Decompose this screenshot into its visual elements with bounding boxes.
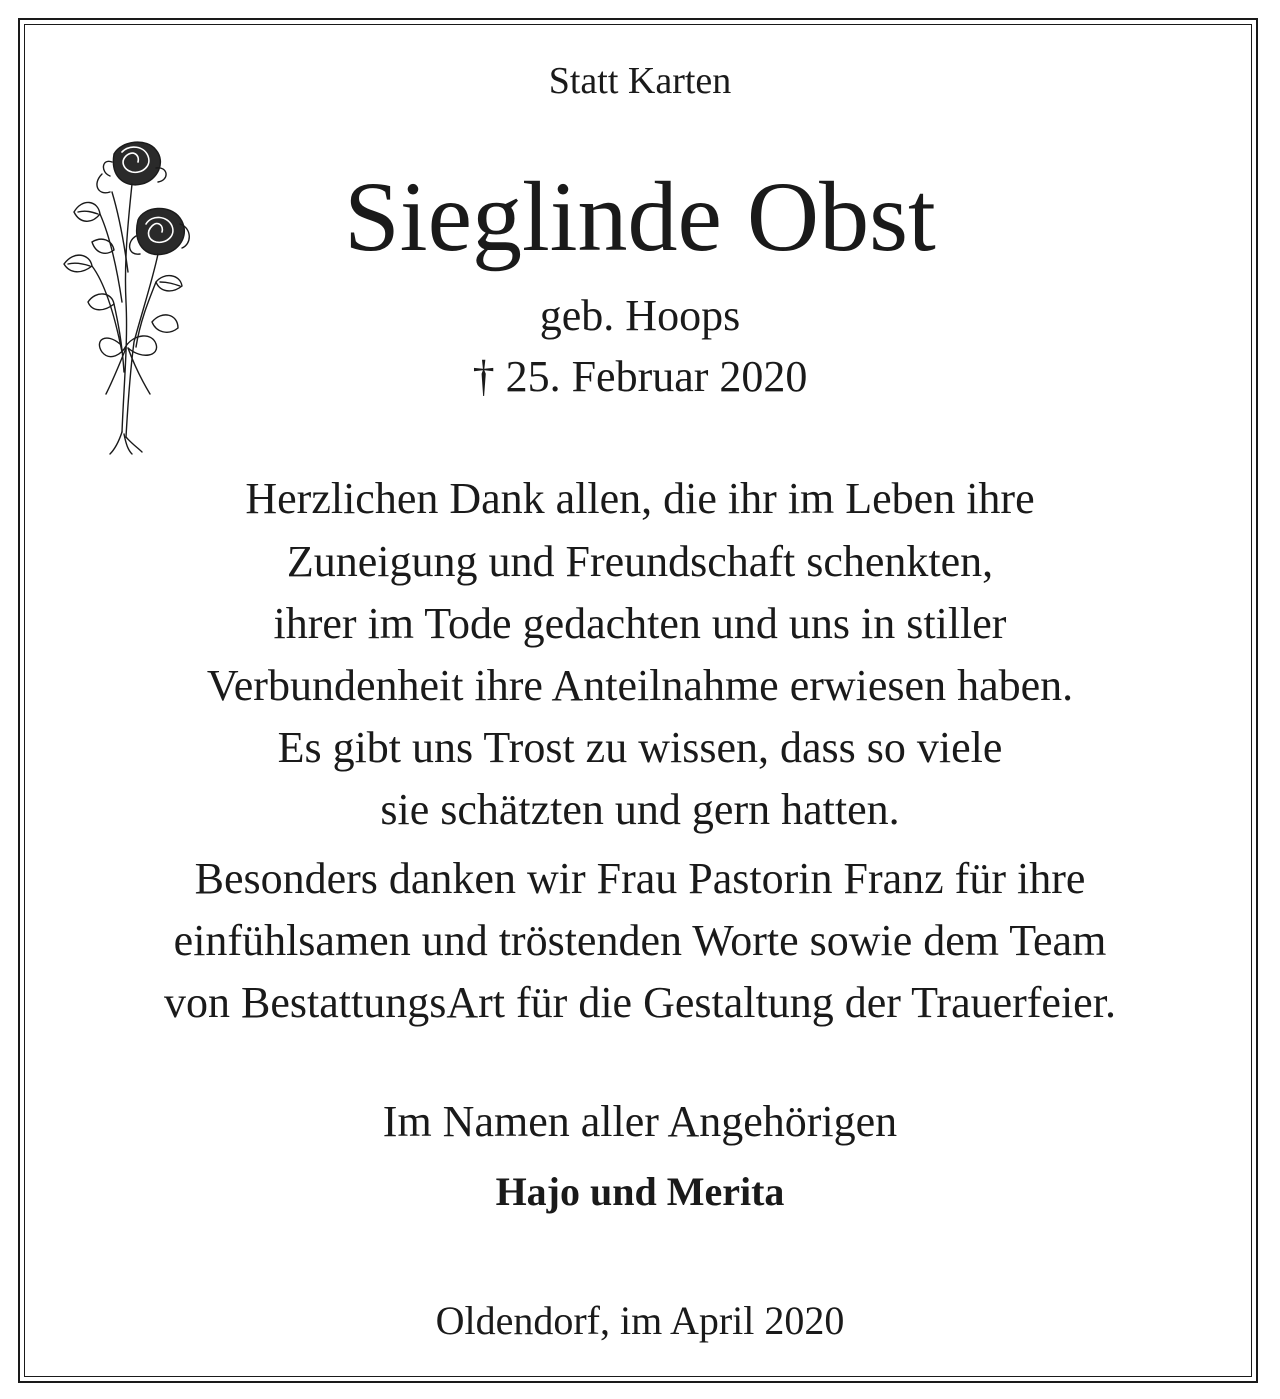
deceased-name: Sieglinde Obst bbox=[344, 161, 936, 272]
thanks-line: Herzlichen Dank allen, die ihr im Leben ihre bbox=[245, 474, 1035, 523]
thanks-line: sie schätzten und gern hatten. bbox=[380, 785, 900, 834]
death-date: † 25. Februar 2020 bbox=[472, 352, 808, 401]
statt-karten-label: Statt Karten bbox=[548, 60, 732, 102]
thanks-line: Verbundenheit ihre Anteilnahme erwiesen haben. bbox=[206, 661, 1074, 710]
place-date: Oldendorf, im April 2020 bbox=[435, 1298, 845, 1343]
thanks-line: ihrer im Tode gedachten und uns in stiller bbox=[273, 599, 1007, 648]
special-thanks-line: einfühlsamen und tröstenden Worte sowie dem Team bbox=[173, 916, 1107, 965]
birth-name: geb. Hoops bbox=[539, 291, 741, 340]
special-thanks-line: Besonders danken wir Frau Pastorin Franz für ihre bbox=[194, 854, 1086, 903]
thanks-line: Es gibt uns Trost zu wissen, dass so viele bbox=[277, 723, 1003, 772]
special-thanks-line: von BestattungsArt für die Gestaltung der Trauerfeier. bbox=[164, 978, 1116, 1027]
thanks-line: Zuneigung und Freundschaft schenkten, bbox=[286, 537, 994, 586]
signature-intro: Im Namen aller Angehörigen bbox=[382, 1097, 898, 1146]
signature-names: Hajo und Merita bbox=[495, 1169, 785, 1214]
